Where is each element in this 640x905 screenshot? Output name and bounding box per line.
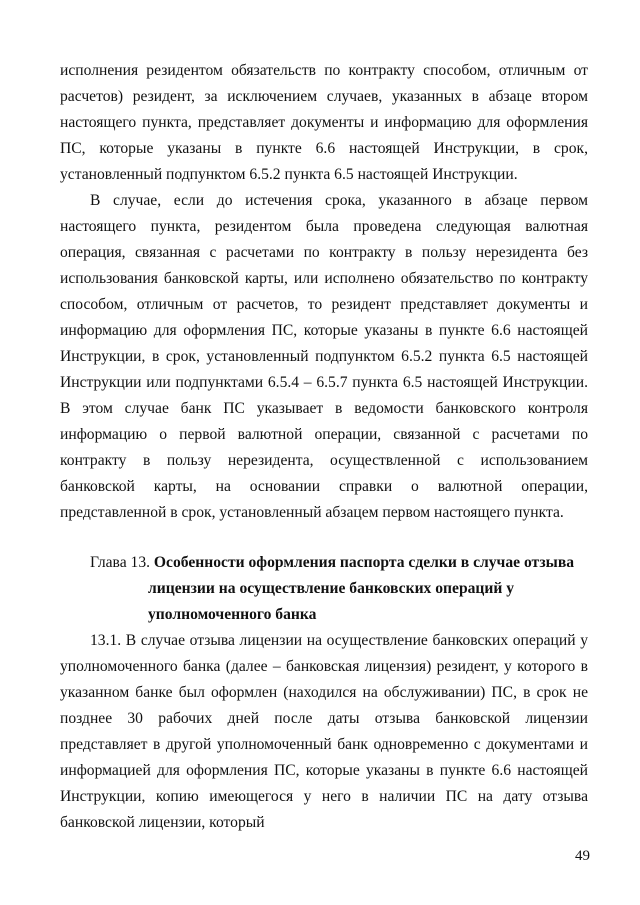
paragraph-13-1: 13.1. В случае отзыва лицензии на осуществление банковских операций у уполномоченного банка (далее – банковская лицензия) резидент, у которого в указанном банке был оформлен (находился на обслуживании) ПС, в срок не позднее 30 рабочих дней после даты отзыва банковской лицензии представляет в другой уполномоченный банк одновременно с документами и информацией для оформления ПС, которые указаны в пункте 6.6 настоящей Инструкции, копию имеющегося у него в наличии ПС на дату отзыва банковской лицензии, который: [60, 632, 588, 831]
paragraph-bank-card-case: В случае, если до истечения срока, указанного в абзаце первом настоящего пункта, резидентом была проведена следующая валютная операция, связанная с расчетами по контракту в пользу нерезидента без использования банковской карты, или исполнено обязательство по контракту способом, отличным от расчетов, то резидент представляет документы и информацию для оформления ПС, которые указаны в пункте 6.6 настоящей Инструкции, в срок, установленный подпунктом 6.5.2 пункта 6.5 настоящей Инструкции или подпунктами 6.5.4 – 6.5.7 пункта 6.5 настоящей Инструкции. В этом случае банк ПС указывает в ведомости банковского контроля информацию о первой валютной операции, связанной с расчетами по контракту в пользу нерезидента, осуществленной с использованием банковской карты, на основании справки о валютной операции, представленной в срок, установленный абзацем первом настоящего пункта.: [60, 192, 588, 521]
chapter-title: Особенности оформления паспорта сделки в случае отзыва лицензии на осуществление банковских операций у уполномоченного банка: [148, 554, 575, 623]
chapter-heading: [60, 550, 588, 628]
document-page: [60, 58, 588, 836]
page-number: 49: [575, 848, 590, 864]
chapter-number: Глава 13.: [90, 554, 154, 571]
paragraph-continuation: исполнения резидентом обязательств по контракту способом, отличным от расчетов) резидент, за исключением случаев, указанных в абзаце втором настоящего пункта, представляет документы и информацию для оформления ПС, которые указаны в пункте 6.6 настоящей Инструкции, в срок, установленный подпунктом 6.5.2 пункта 6.5 настоящей Инструкции.: [60, 62, 588, 183]
